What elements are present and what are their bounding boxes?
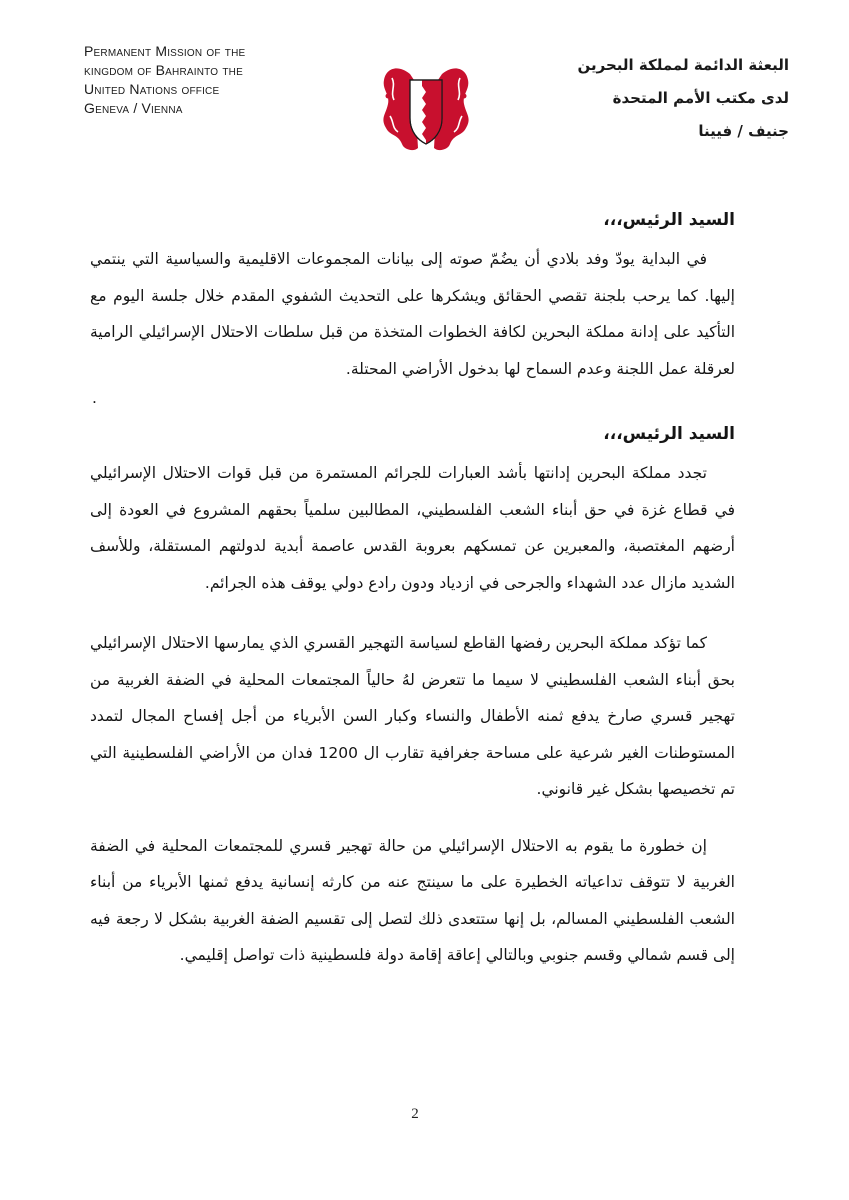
- page-number: 2: [411, 1106, 419, 1122]
- letterhead-english-line-3: United Nations office: [84, 81, 220, 97]
- separator-dot: .: [92, 389, 97, 407]
- paragraph-2: تجدد مملكة البحرين إدانتها بأشد العبارات للجرائم المستمرة من قبل قوات الاحتلال الإسرائيلي في قطاع غزة في حق أبناء الشعب الفلسطيني، المطالبين سلمياً بحقهم المشروع في العودة إلى أرضهم المغتصبة، والمعبرين عن تمسكهم بعروبة القدس عاصمة أبدية لدولتهم المستقلة، وللأسف الشديد مازال عدد الشهداء والجرحى في ازدياد ودون رادع دولي يوقف هذه الجرائم.: [90, 464, 735, 592]
- letterhead-arabic-line-2: لدى مكتب الأمم المتحدة: [612, 89, 789, 107]
- salutation-1: السيد الرئيس،،،: [603, 210, 735, 230]
- letterhead-english: [84, 42, 324, 118]
- paragraph-4: إن خطورة ما يقوم به الاحتلال الإسرائيلي من حالة تهجير قسري للمجتمعات المحلية في الضفة الغربية لا تتوقف تداعياته الخطيرة على ما سينتج عنه من كارثه إنسانية يدفع ثمنها الأبرياء من أبناء الشعب الفلسطيني المسالم، بل إنها ستتعدى ذلك لتصل إلى تقسيم الضفة الغربية بشكل لا رجعة فيه إلى قسم شمالي وقسم جنوبي وبالتالي إعاقة إقامة دولة فلسطينية ذات تواصل إقليمي.: [90, 836, 735, 964]
- paragraph-3: كما تؤكد مملكة البحرين رفضها القاطع لسياسة التهجير القسري الذي يمارسها الاحتلال الإسرائيلي بحق أبناء الشعب الفلسطيني لا سيما ما تتعرض لهُ حالياً المجتمعات المحلية في الضفة الغربية من تهجير قسري صارخ يدفع ثمنه الأطفال والنساء وكبار السن الأبرياء من أجل إفساح المجال لتمدد المستوطنات الغير شرعية على مساحة جغرافية تقارب ال 1200 فدان من الأراضي الفلسطينية التي تم تخصيصها بشكل غير قانوني.: [90, 634, 735, 798]
- letterhead-english-line-4: Geneva / Vienna: [84, 100, 183, 116]
- letterhead-english-line-1: Permanent Mission of the: [84, 43, 246, 59]
- letter-body: [90, 205, 735, 974]
- letterhead-arabic-line-1: البعثة الدائمة لمملكة البحرين: [577, 56, 789, 74]
- letterhead-arabic-line-3: جنيف / فيينا: [698, 122, 789, 140]
- salutation-2: السيد الرئيس،،،: [603, 424, 735, 444]
- paragraph-1: في البداية يودّ وفد بلادي أن يضُمّ صوته إلى بيانات المجموعات الاقليمية والسياسية التي ينتمي إليها. كما يرحب بلجنة تقصي الحقائق ويشكرها على التحديث الشفوي المقدم خلال جلسة اليوم مع التأكيد على إدانة مملكة البحرين لكافة الخطوات المتخذة من قبل سلطات الاحتلال الإسرائيلي الرامية لعرقلة عمل اللجنة وعدم السماح لها بدخول الأراضي المحتلة.: [90, 250, 735, 378]
- letterhead-english-line-2: kingdom of Bahrainto the: [84, 62, 243, 78]
- letterhead-arabic: [529, 52, 789, 151]
- bahrain-emblem-icon: [380, 60, 472, 154]
